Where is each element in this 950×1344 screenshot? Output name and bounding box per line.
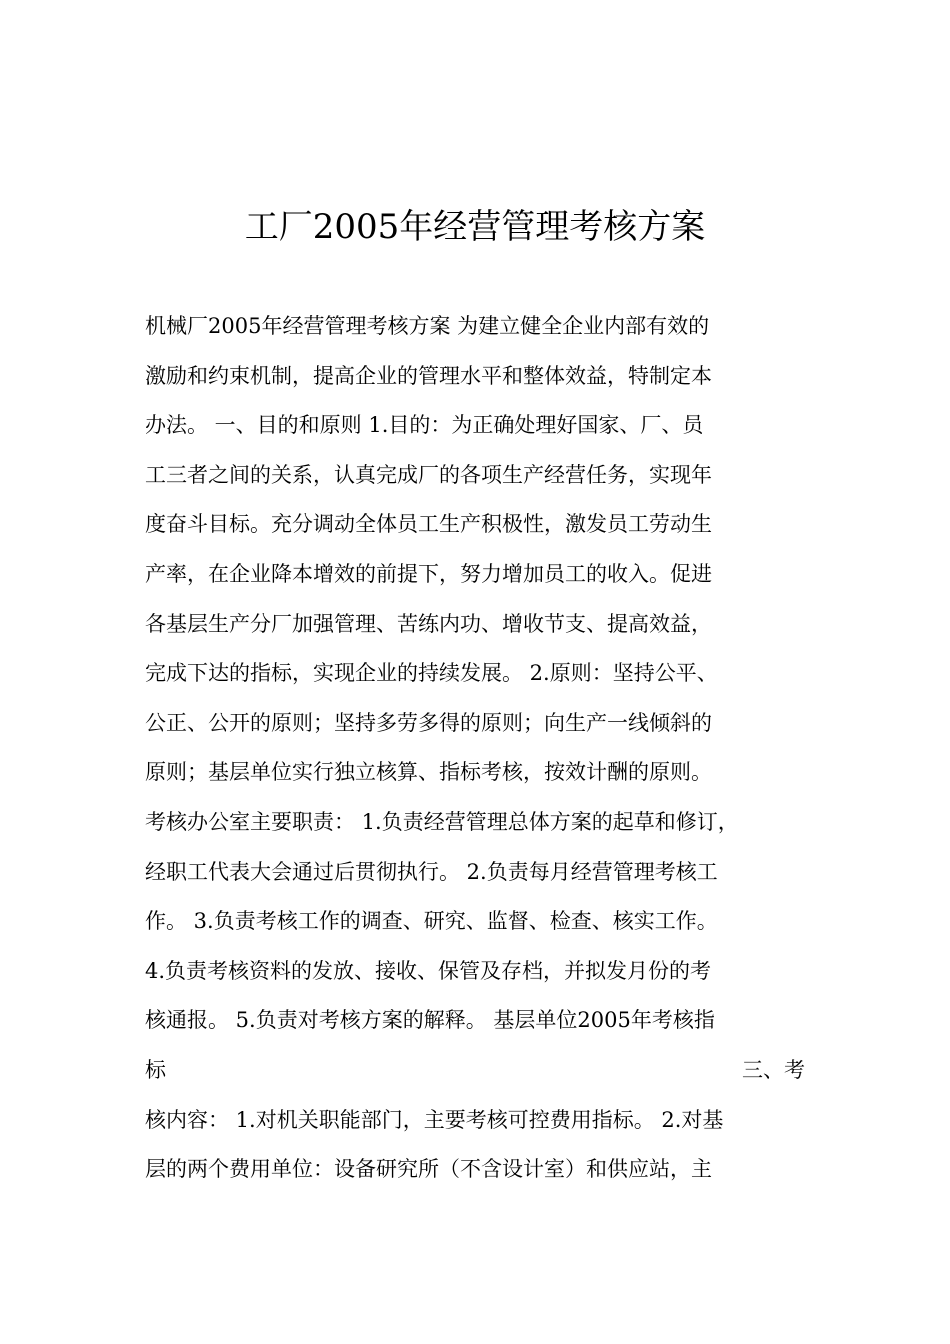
body-line: 公正、公开的原则；坚持多劳多得的原则；向生产一线倾斜的 — [145, 710, 712, 735]
body-line: 产率，在企业降本增效的前提下，努力增加员工的收入。促进 — [145, 561, 712, 586]
justified-line-left-text: 标 — [145, 1057, 166, 1082]
body-line: 机械厂2005年经营管理考核方案 为建立健全企业内部有效的 — [145, 314, 710, 338]
body-line: 核通报。 5.负责对考核方案的解释。 基层单位2005年考核指 — [145, 1008, 715, 1033]
body-line: 层的两个费用单位：设备研究所（不含设计室）和供应站，主 — [145, 1157, 712, 1182]
body-line: 度奋斗目标。充分调动全体员工生产积极性，激发员工劳动生 — [145, 512, 712, 537]
body-line: 核内容： 1.对机关职能部门，主要考核可控费用指标。 2.对基 — [145, 1107, 724, 1132]
body-line: 考核办公室主要职责： 1.负责经营管理总体方案的起草和修订， — [145, 809, 739, 834]
body-line: 激励和约束机制，提高企业的管理水平和整体效益，特制定本 — [145, 363, 712, 388]
justified-line-right-text: 三、考 — [742, 1057, 805, 1082]
body-line: 作。 3.负责考核工作的调查、研究、监督、检查、核实工作。 — [145, 909, 718, 934]
justified-body-line — [145, 1046, 805, 1096]
body-line: 工三者之间的关系，认真完成厂的各项生产经营任务，实现年 — [145, 462, 712, 487]
body-line: 办法。 一、目的和原则 1.目的：为正确处理好国家、厂、员 — [145, 413, 704, 438]
body-line: 经职工代表大会通过后贯彻执行。 2.负责每月经营管理考核工 — [145, 859, 718, 884]
document-body — [145, 302, 805, 1195]
document-title: 工厂2005年经营管理考核方案 — [244, 207, 706, 247]
body-line: 4.负责考核资料的发放、接收、保管及存档，并拟发月份的考 — [145, 958, 712, 983]
body-line: 原则；基层单位实行独立核算、指标考核，按效计酬的原则。 — [145, 760, 712, 785]
body-line: 完成下达的指标，实现企业的持续发展。 2.原则：坚持公平、 — [145, 661, 718, 686]
body-line: 各基层生产分厂加强管理、苦练内功、增收节支、提高效益， — [145, 611, 712, 636]
